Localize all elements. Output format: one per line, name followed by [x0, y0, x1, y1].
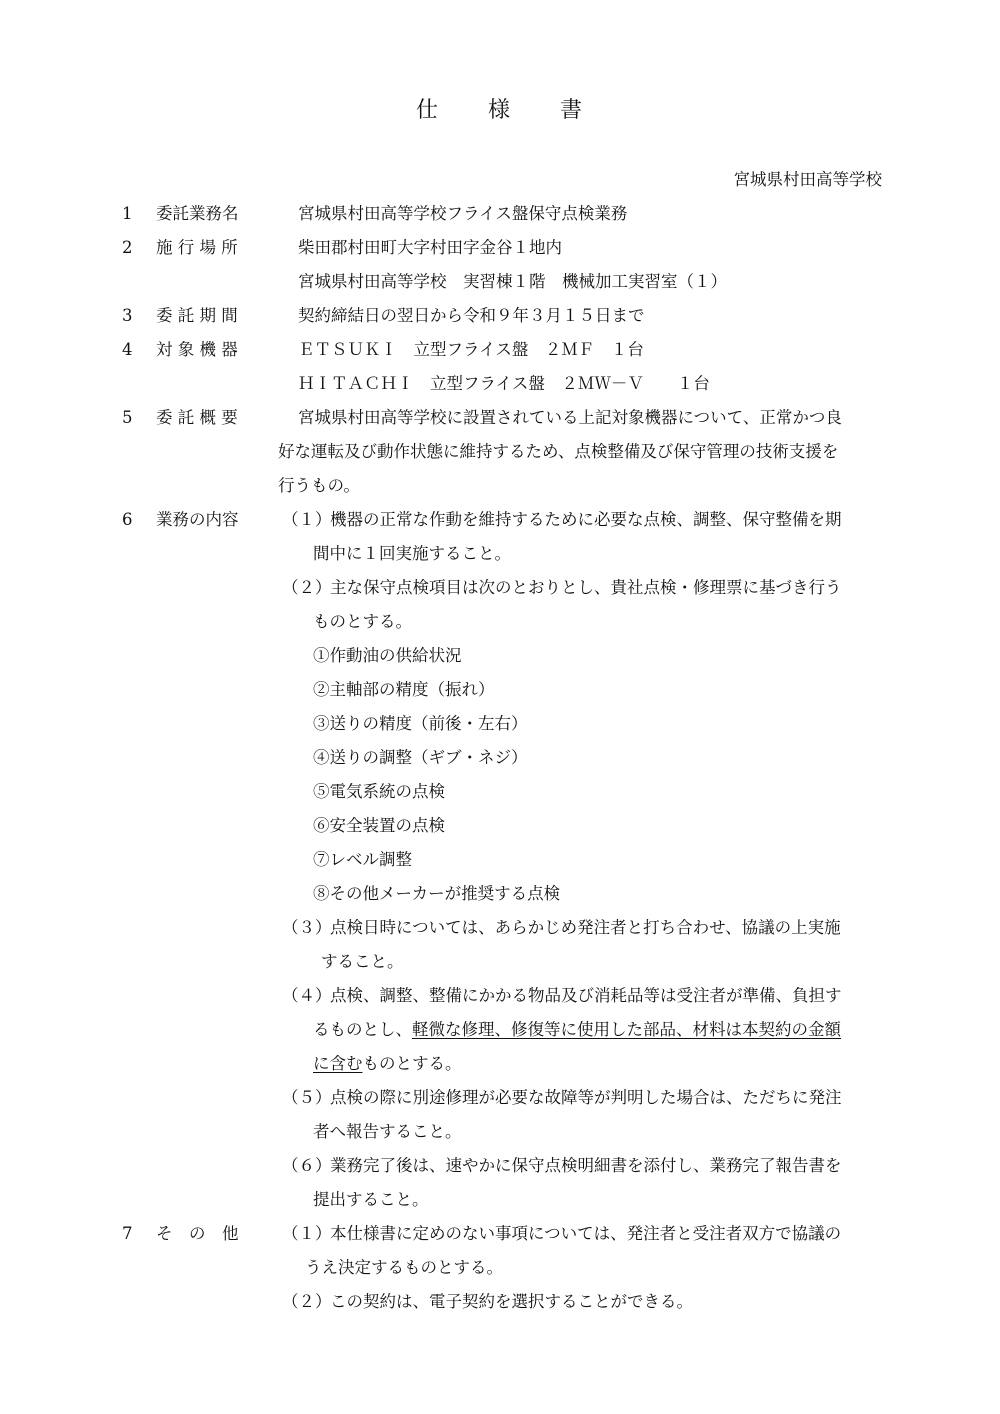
item-7-1-line-2: うえ決定するものとする。 — [305, 1258, 503, 1277]
item-6-3-mark: （３） — [282, 918, 332, 937]
section-1-text: 宮城県村田高等学校フライス盤保守点検業務 — [298, 204, 628, 223]
item-6-1-line-1: 機器の正常な作動を維持するために必要な点検、調整、保守整備を期 — [330, 510, 842, 529]
item-6-5-line-1: 点検の際に別途修理が必要な故障等が判明した場合は、ただちに発注 — [330, 1088, 842, 1107]
item-7-2-line-1: この契約は、電子契約を選択することができる。 — [330, 1292, 693, 1311]
section-4-line-1: ＥＴＳＵＫＩ 立型フライス盤 ２ＭＦ １台 — [298, 340, 644, 359]
section-7-label: そ の 他 — [156, 1224, 239, 1243]
item-6-2-mark: （２） — [282, 578, 332, 597]
section-1-number: 1 — [122, 204, 133, 223]
section-4-label: 対 象 機 器 — [156, 340, 238, 359]
item-6-5-line-2: 者へ報告すること。 — [313, 1122, 462, 1141]
item-7-1-mark: （１） — [282, 1224, 332, 1243]
section-2-label: 施 行 場 所 — [156, 238, 238, 257]
item-6-4-underlined-text-end: に含む — [313, 1054, 363, 1073]
section-4-number: 4 — [122, 340, 133, 359]
section-3-number: 3 — [122, 306, 133, 325]
item-6-4-line-2-plain: るものとし、 — [313, 1020, 412, 1039]
section-6-number: 6 — [122, 510, 133, 529]
check-item-4: ④送りの調整（ギブ・ネジ） — [313, 748, 528, 767]
check-item-1: ①作動油の供給状況 — [313, 646, 462, 665]
item-6-2-line-2: ものとする。 — [313, 612, 412, 631]
check-item-2: ②主軸部の精度（振れ） — [313, 680, 495, 699]
document-title: 仕 様 書 — [415, 98, 584, 123]
item-6-6-line-2: 提出すること。 — [313, 1190, 429, 1209]
check-item-3: ③送りの精度（前後・左右） — [313, 714, 528, 733]
item-6-4-line-1: 点検、調整、整備にかかる物品及び消耗品等は受注者が準備、負担す — [330, 986, 842, 1005]
section-5-label: 委 託 概 要 — [156, 408, 238, 427]
section-3-label: 委 託 期 間 — [156, 306, 238, 325]
check-item-7: ⑦レベル調整 — [313, 850, 412, 869]
item-6-1-mark: （１） — [282, 510, 332, 529]
item-6-5-mark: （５） — [282, 1088, 332, 1107]
item-6-4-line-3 — [313, 1056, 462, 1073]
issuer-school: 宮城県村田高等学校 — [733, 170, 882, 189]
section-1-label: 委託業務名 — [156, 204, 239, 223]
check-item-8: ⑧その他メーカーが推奨する点検 — [313, 884, 561, 903]
item-6-6-line-1: 業務完了後は、速やかに保守点検明細書を添付し、業務完了報告書を — [330, 1156, 842, 1175]
item-6-4-line-3-plain: ものとする。 — [362, 1054, 462, 1073]
section-5-line-2: 好な運転及び動作状態に維持するため、点検整備及び保守管理の技術支援を — [278, 442, 839, 461]
check-item-6: ⑥安全装置の点検 — [313, 816, 445, 835]
item-7-1-line-1: 本仕様書に定めのない事項については、発注者と受注者双方で協議の — [330, 1224, 842, 1243]
section-5-line-3: 行うもの。 — [278, 476, 360, 495]
item-6-4-underlined-text: 軽微な修理、修復等に使用した部品、材料は本契約の金額 — [412, 1020, 841, 1039]
item-6-6-mark: （６） — [282, 1156, 332, 1175]
item-6-2-line-1: 主な保守点検項目は次のとおりとし、貴社点検・修理票に基づき行う — [330, 578, 842, 597]
check-item-5: ⑤電気系統の点検 — [313, 782, 445, 801]
section-5-number: 5 — [122, 408, 133, 427]
section-6-label: 業務の内容 — [156, 510, 239, 529]
section-2-number: 2 — [122, 238, 133, 257]
item-6-4-line-2 — [313, 1022, 841, 1039]
item-7-2-mark: （２） — [282, 1292, 332, 1311]
section-2-line-2: 宮城県村田高等学校 実習棟１階 機械加工実習室（１） — [298, 272, 727, 291]
item-6-1-line-2: 間中に１回実施すること。 — [313, 544, 511, 563]
item-6-3-line-1: 点検日時については、あらかじめ発注者と打ち合わせ、協議の上実施 — [330, 918, 841, 937]
item-6-3-line-2: すること。 — [321, 952, 404, 971]
section-5-line-1: 宮城県村田高等学校に設置されている上記対象機器について、正常かつ良 — [298, 408, 842, 427]
section-7-number: 7 — [122, 1224, 133, 1243]
section-4-line-2: ＨＩＴＡＣＨＩ 立型フライス盤 ２ＭＷ－Ｖ １台 — [298, 374, 710, 393]
section-3-text: 契約締結日の翌日から令和９年３月１５日まで — [298, 306, 645, 325]
section-2-line-1: 柴田郡村田町大字村田字金谷１地内 — [298, 238, 562, 257]
item-6-4-mark: （４） — [282, 986, 332, 1005]
